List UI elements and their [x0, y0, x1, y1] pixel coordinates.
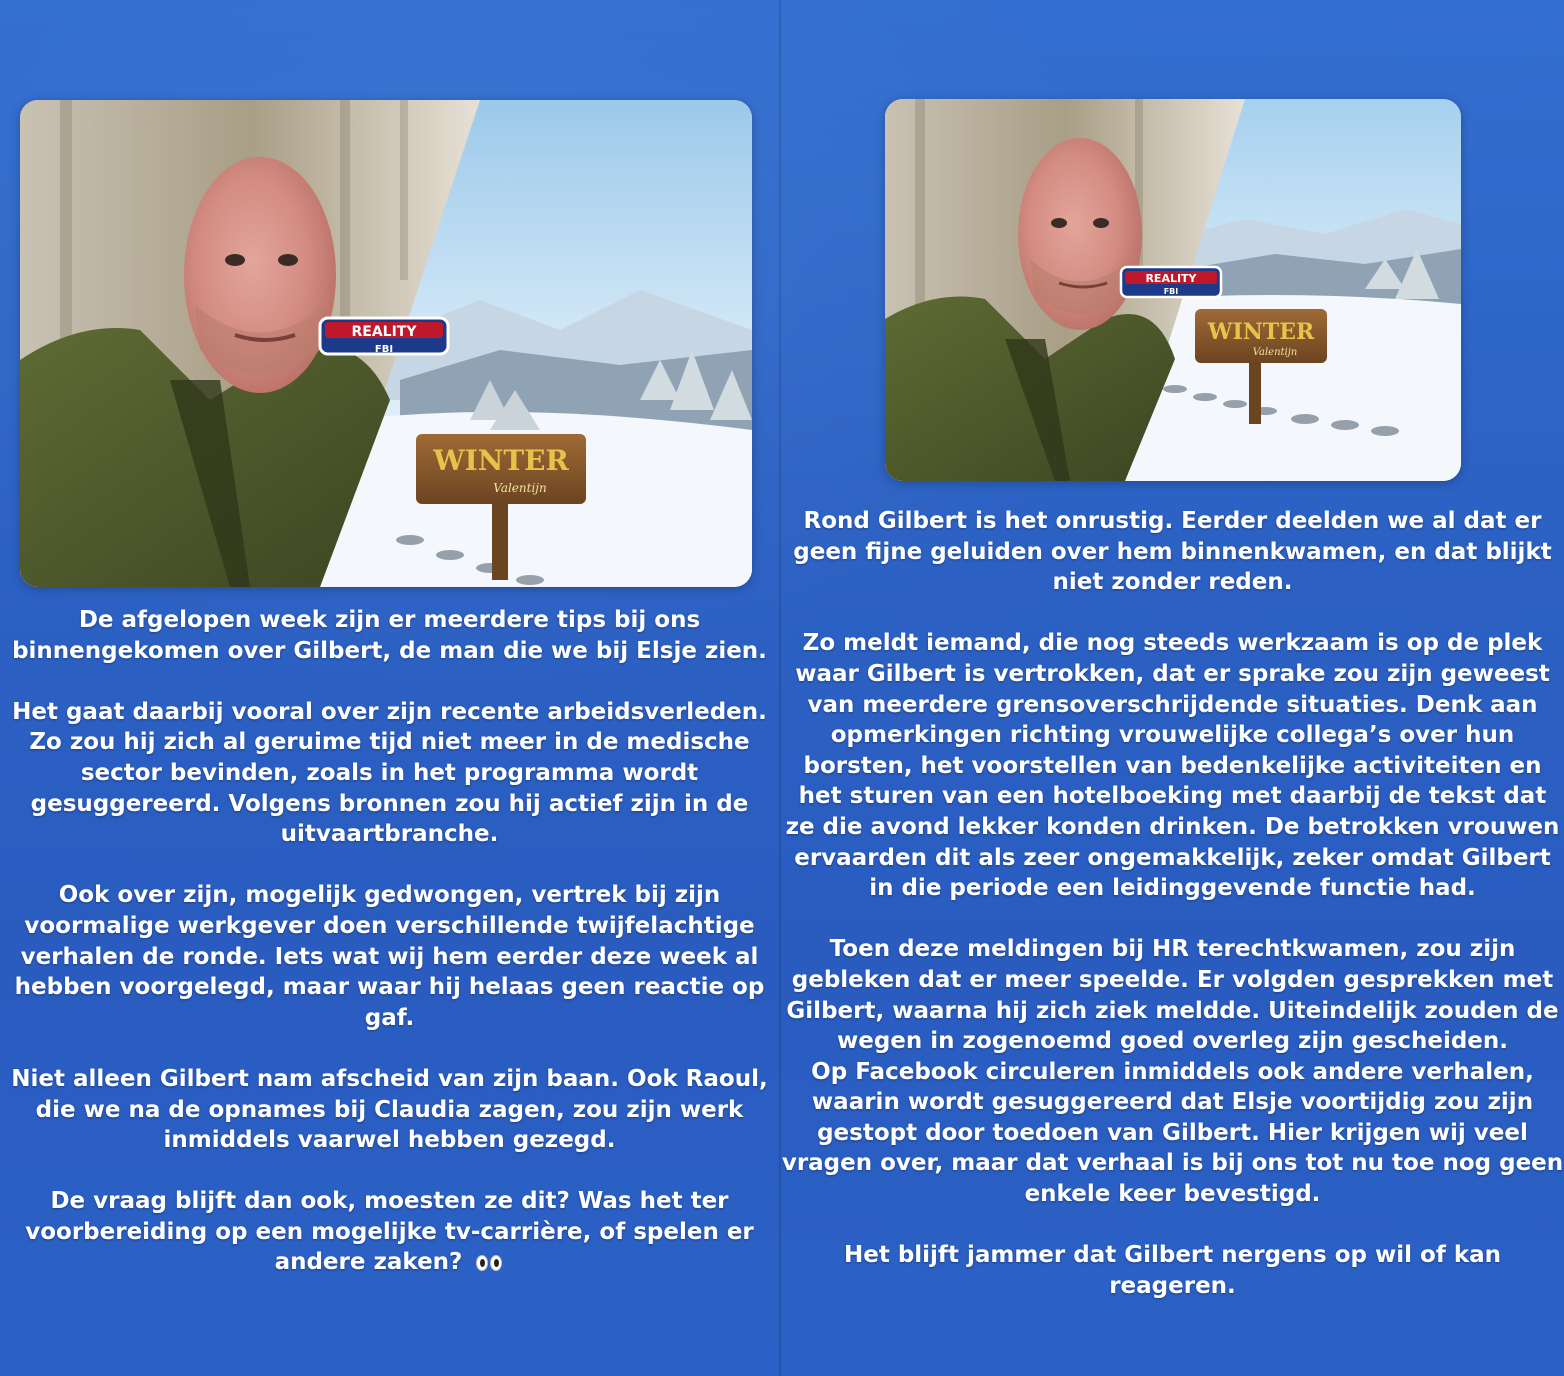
right-paragraph-4: Op Facebook circuleren inmiddels ook andere verhalen, waarin wordt gesuggereerd dat Elsje voortijdig zou zijn gestopt door toedoen van Gilbert. Hier krijgen wij veel vragen over, maar dat verhaal is bij ons tot nu toe nog geen enkele keer bevestigd.	[781, 1058, 1564, 1208]
left-paragraph-5-text: De vraag blijft dan ook, moesten ze dit? Was het ter voorbereiding op een mogelijke tv-carrière, of spelen er andere zaken?	[25, 1188, 754, 1276]
left-paragraph-2: Het gaat daarbij vooral over zijn recente arbeidsverleden. Zo zou hij zich al geruime tijd niet meer in de medische sector bevinden, zoals in het programma wordt gesuggereerd. Volgens bronnen zou hij actief zijn in de uitvaartbranche.	[12, 698, 767, 848]
reality-fbi-logo	[1121, 267, 1221, 297]
story-photo	[885, 99, 1461, 481]
left-paragraph-1: De afgelopen week zijn er meerdere tips bij ons binnengekomen over Gilbert, de man die we bij Elsje zien.	[12, 607, 767, 664]
right-paragraph-2: Zo meldt iemand, die nog steeds werkzaam is op de plek waar Gilbert is vertrokken, dat er sprake zou zijn geweest van meerdere grensoverschrijdende situaties. Denk aan opmerkingen richting vrouwelijke collega’s over hun borsten, het voorstellen van bedenkelijke activiteiten en het sturen van een hotelboeking met daarbij de tekst dat ze die avond lekker konden drinken. De betrokken vrouwen ervaarden dit als zeer ongemakkelijk, zeker omdat Gilbert in die periode een leidinggevende functie had.	[785, 630, 1560, 902]
right-story-text	[781, 506, 1564, 1301]
sign-title: WINTER	[1207, 319, 1315, 345]
left-paragraph-5	[0, 1186, 779, 1280]
sign-title: WINTER	[433, 444, 569, 477]
story-photo	[20, 100, 752, 587]
badge-title: REALITY	[1145, 272, 1197, 285]
sign-subtitle: Valentijn	[1252, 347, 1298, 358]
right-paragraph-3: Toen deze meldingen bij HR terechtkwamen, zou zijn gebleken dat er meer speelde. Er volgden gesprekken met Gilbert, waarna hij zich ziek meldde. Uiteindelijk zouden de wegen in zogenoemd goed overleg zijn gescheiden.	[786, 936, 1559, 1055]
eye-icon-right	[490, 1255, 502, 1271]
left-paragraph-3: Ook over zijn, mogelijk gedwongen, vertrek bij zijn voormalige werkgever doen verschillende twijfelachtige verhalen de ronde. Iets wat wij hem eerder deze week al hebben voorgelegd, maar waar hij helaas geen reactie op gaf.	[14, 882, 765, 1031]
right-story-panel	[781, 0, 1564, 1376]
badge-subtitle: FBI	[1163, 287, 1179, 296]
story-image	[885, 99, 1461, 481]
right-paragraph-5: Het blijft jammer dat Gilbert nergens op wil of kan reageren.	[843, 1242, 1502, 1299]
badge-subtitle: FBI	[374, 344, 394, 355]
right-paragraph-1: Rond Gilbert is het onrustig. Eerder deelden we al dat er geen fijne geluiden over hem binnenkwamen, en dat blijkt niet zonder reden.	[793, 508, 1552, 596]
story-image	[20, 100, 752, 587]
eyes-emoji	[476, 1249, 504, 1280]
eye-icon-left	[476, 1255, 488, 1271]
left-paragraph-4: Niet alleen Gilbert nam afscheid van zijn baan. Ook Raoul, die we na de opnames bij Claudia zagen, zou zijn werk inmiddels vaarwel hebben gezegd.	[11, 1065, 768, 1154]
badge-title: REALITY	[351, 324, 417, 340]
sign-subtitle: Valentijn	[493, 481, 547, 495]
left-story-panel	[0, 0, 779, 1376]
left-story-text	[0, 605, 779, 1280]
reality-fbi-logo	[320, 318, 448, 355]
